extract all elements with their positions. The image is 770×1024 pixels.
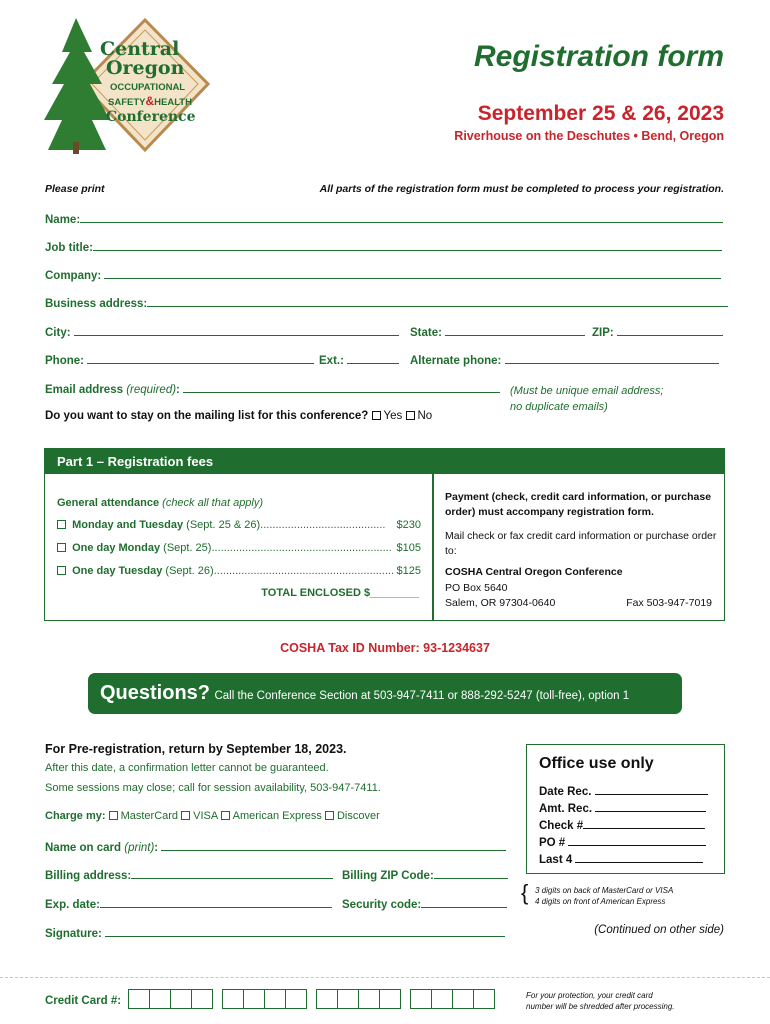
logo: [40, 12, 210, 157]
part1-divider: [432, 474, 434, 620]
business-address-field[interactable]: Business address:: [45, 295, 728, 310]
questions-banner: Questions? Call the Conference Section at 503-947-7411 or 888-292-5247 (toll-free), option 1: [88, 673, 682, 714]
mailing-yes-checkbox[interactable]: Yes: [372, 410, 403, 422]
logo-occupational: OCCUPATIONAL: [110, 82, 186, 93]
tax-id: COSHA Tax ID Number: 93-1234637: [280, 641, 490, 655]
mail-po-box: PO Box 5640: [445, 582, 508, 594]
conference-venue: Riverhouse on the Deschutes • Bend, Oregon: [454, 129, 724, 143]
completion-note: All parts of the registration form must be completed to process your registration.: [319, 183, 724, 195]
zip-field[interactable]: ZIP:: [592, 324, 723, 339]
mastercard-checkbox[interactable]: MasterCard: [109, 810, 178, 822]
continued-note: (Continued on other side): [594, 924, 724, 936]
office-row-last4: Last 4: [539, 851, 708, 868]
city-field[interactable]: City:: [45, 324, 399, 339]
total-enclosed[interactable]: TOTAL ENCLOSED $________: [261, 587, 419, 599]
credit-card-number-boxes[interactable]: [128, 989, 504, 1014]
discover-checkbox[interactable]: Discover: [325, 810, 380, 822]
general-attendance-label: General attendance (check all that apply): [57, 497, 264, 509]
logo-safety-health: SAFETY&HEALTH: [108, 94, 192, 108]
fee-option-tuesday[interactable]: One day Tuesday (Sept. 26)........................................................... $125: [57, 565, 421, 577]
exp-date-field[interactable]: Exp. date:: [45, 896, 332, 911]
registration-fees-section: [44, 448, 725, 621]
mailing-list-question: Do you want to stay on the mailing list for this conference? Yes No: [45, 410, 433, 422]
office-row-date: Date Rec.: [539, 783, 708, 800]
billing-address-field[interactable]: Billing address:: [45, 867, 333, 882]
conference-date: September 25 & 26, 2023: [477, 102, 724, 125]
job-title-field[interactable]: Job title:: [45, 239, 722, 254]
protection-note: For your protection, your credit card number will be shredded after processing.: [526, 991, 675, 1011]
billing-zip-field[interactable]: Billing ZIP Code:: [342, 867, 508, 882]
logo-oregon: Oregon: [106, 57, 185, 79]
mail-city: Salem, OR 97304-0640: [445, 597, 556, 609]
card-digits-group-3[interactable]: [316, 989, 400, 1014]
office-use-title: Office use only: [539, 755, 654, 772]
email-note: (Must be unique email address; no duplicate emails): [510, 385, 664, 413]
office-use-box: [526, 744, 725, 874]
prereg-title: For Pre-registration, return by September 18, 2023.: [45, 742, 347, 756]
office-row-check: Check #: [539, 817, 708, 834]
brace-icon: {: [521, 880, 529, 905]
mailing-no-checkbox[interactable]: No: [406, 410, 433, 422]
state-field[interactable]: State:: [410, 324, 585, 339]
fee-option-monday[interactable]: One day Monday (Sept. 25)........................................................... $105: [57, 542, 421, 554]
ext-field[interactable]: Ext.:: [319, 352, 399, 367]
office-use-rows: [539, 783, 708, 868]
card-digits-group-4[interactable]: [410, 989, 494, 1014]
part1-header: Part 1 – Registration fees: [45, 449, 724, 474]
payment-note: Payment (check, credit card information, or purchase order) must accompany registration form.: [445, 491, 712, 518]
mail-note: Mail check or fax credit card information or purchase order to:: [445, 530, 717, 557]
office-row-amount: Amt. Rec.: [539, 800, 708, 817]
mail-org: COSHA Central Oregon Conference: [445, 566, 623, 578]
amex-checkbox[interactable]: American Express: [221, 810, 322, 822]
please-print-note: Please print: [45, 183, 105, 195]
card-digits-group-2[interactable]: [222, 989, 306, 1014]
name-field[interactable]: Name:: [45, 211, 723, 226]
logo-conference: Conference: [106, 109, 196, 125]
name-on-card-field[interactable]: Name on card (print):: [45, 839, 506, 854]
security-code-note: { 3 digits on back of MasterCard or VISA 4 digits on front of American Express: [521, 880, 674, 906]
email-field[interactable]: Email address (required):: [45, 381, 500, 396]
fax-number: Fax 503-947-7019: [626, 597, 712, 609]
page-title: Registration form: [473, 40, 724, 73]
office-row-po: PO #: [539, 834, 708, 851]
company-field[interactable]: Company:: [45, 267, 721, 282]
security-code-field[interactable]: Security code:: [342, 896, 507, 911]
visa-checkbox[interactable]: VISA: [181, 810, 217, 822]
prereg-line1: After this date, a confirmation letter cannot be guaranteed.: [45, 762, 329, 774]
prereg-line2: Some sessions may close; call for session availability, 503-947-7411.: [45, 782, 381, 794]
signature-field[interactable]: Signature:: [45, 925, 505, 940]
phone-field[interactable]: Phone:: [45, 352, 314, 367]
dashed-separator: [0, 977, 770, 978]
fee-option-monday-tuesday[interactable]: Monday and Tuesday (Sept. 25 & 26)......................................... $230: [57, 519, 421, 531]
logo-central: Central: [100, 38, 180, 60]
alternate-phone-field[interactable]: Alternate phone:: [410, 352, 719, 367]
charge-my-row: Charge my: MasterCard VISA American Express Discover: [45, 810, 380, 822]
card-digits-group-1[interactable]: [128, 989, 212, 1014]
credit-card-number-label: Credit Card #:: [45, 995, 122, 1007]
